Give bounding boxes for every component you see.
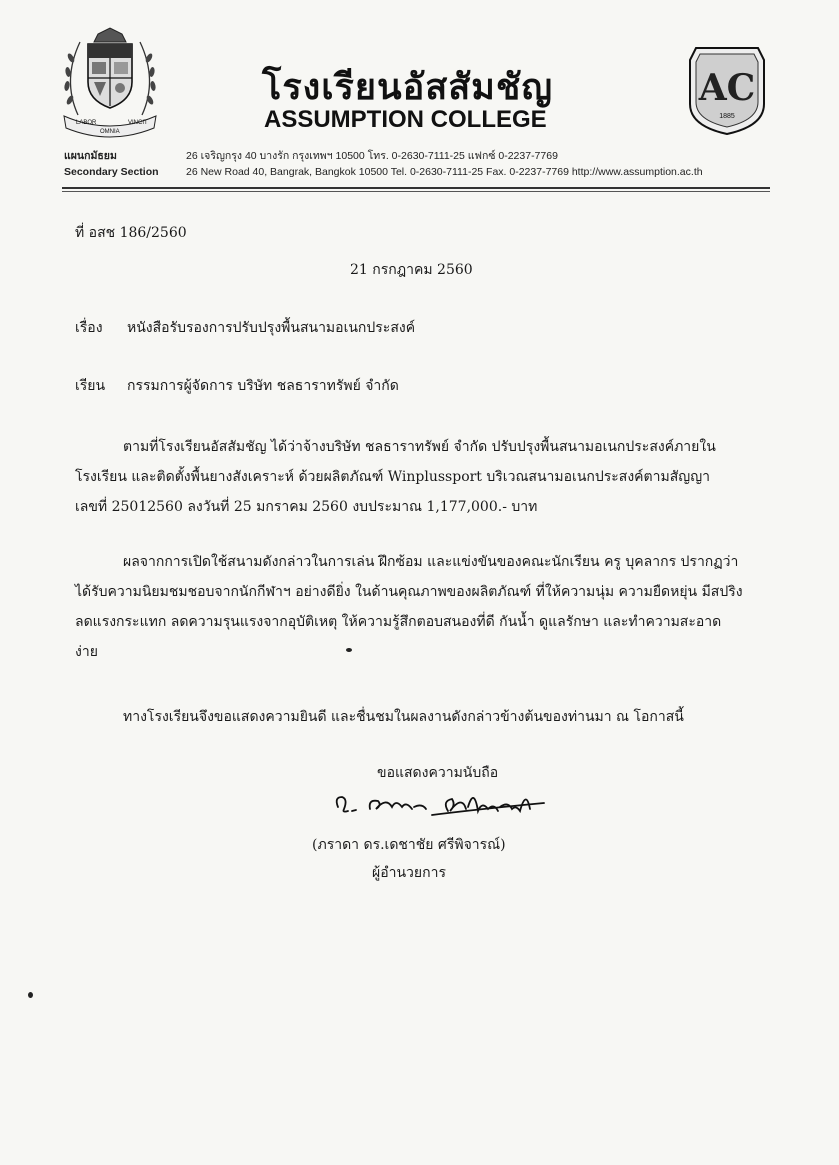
paragraph-3 <box>75 702 755 732</box>
subject-line <box>75 317 415 339</box>
paragraph-1 <box>75 432 755 522</box>
subject-text: หนังสือรับรองการปรับปรุงพื้นสนามอเนกประสงค์ <box>127 320 416 336</box>
section-label-english: Secondary Section <box>64 166 159 178</box>
school-name-thai: โรงเรียนอัสสัมชัญ <box>262 67 553 108</box>
paragraph-2 <box>75 547 755 667</box>
paragraph-1-line-2: โรงเรียน และติดตั้งพื้นยางสังเคราะห์ ด้วยผลิตภัณฑ์ Winplussport บริเวณสนามอเนกประสงค์ตามสัญญา <box>75 469 710 485</box>
crest-motto-center: OMNIA <box>100 129 120 135</box>
recipient-text: กรรมการผู้จัดการ บริษัท ชลธาราทรัพย์ จำกัด <box>127 378 399 394</box>
school-name-english: ASSUMPTION COLLEGE <box>264 106 547 133</box>
paragraph-2-line-4: ง่าย <box>75 644 98 660</box>
signer-name: (ภราดา ดร.เดชาชัย ศรีพิจารณ์) <box>312 837 506 853</box>
paragraph-1-line-1: ตามที่โรงเรียนอัสสัมชัญ ได้ว่าจ้างบริษัท ชลธาราทรัพย์ จำกัด ปรับปรุงพื้นสนามอเนกประสงค์ภายใน <box>123 439 716 455</box>
scan-speck <box>28 992 33 998</box>
address-english: 26 New Road 40, Bangrak, Bangkok 10500 Tel. 0-2630-7111-25 Fax. 0-2237-7769 http://www.assumption.ac.th <box>186 166 703 178</box>
subject-label: เรื่อง <box>75 320 103 336</box>
paragraph-3-line-1: ทางโรงเรียนจึงขอแสดงความยินดี และชื่นชมในผลงานดังกล่าวข้างต้นของท่านมา ณ โอกาสนี้ <box>123 709 684 725</box>
paragraph-2-line-3: ลดแรงกระแทก ลดความรุนแรงจากอุบัติเหตุ ให้ความรู้สึกตอบสนองที่ดี กันน้ำ ดูแลรักษา และทำความสะอาด <box>75 614 722 630</box>
handwritten-signature <box>330 783 560 823</box>
emblem-letters: AC <box>698 67 756 109</box>
document-number: ที่ อสช 186/2560 <box>75 225 187 241</box>
recipient-line <box>75 375 399 397</box>
paragraph-1-line-3: เลขที่ 25012560 ลงวันที่ 25 มกราคม 2560 งบประมาณ 1,177,000.- บาท <box>75 499 538 515</box>
address-english-row <box>64 166 703 178</box>
scan-speck <box>346 648 352 652</box>
closing-text: ขอแสดงความนับถือ <box>377 765 499 781</box>
paragraph-2-line-1: ผลจากการเปิดใช้สนามดังกล่าวในการเล่น ฝึกซ้อม และแข่งขันของคณะนักเรียน ครู บุคลากร ปรากฏว่า <box>123 554 739 570</box>
crest-motto-left: LABOR <box>76 120 97 126</box>
school-emblem-right <box>686 44 768 136</box>
school-crest-left <box>58 20 162 138</box>
recipient-label: เรียน <box>75 378 106 394</box>
address-thai-row <box>64 147 558 164</box>
letter-date: 21 กรกฎาคม 2560 <box>350 262 473 278</box>
emblem-year: 1885 <box>719 113 735 120</box>
section-label-thai: แผนกมัธยม <box>64 150 117 162</box>
crest-motto-right: VINCIT <box>128 120 148 126</box>
paragraph-2-line-2: ได้รับความนิยมชมชอบจากนักกีฬาฯ อย่างดียิ่ง ในด้านคุณภาพของผลิตภัณฑ์ ที่ให้ความนุ่ม ความยืดหยุ่น มีสปริง <box>75 584 743 600</box>
signer-title: ผู้อำนวยการ <box>372 865 446 881</box>
header-divider-thin <box>62 191 770 192</box>
address-thai: 26 เจริญกรุง 40 บางรัก กรุงเทพฯ 10500 โทร. 0-2630-7111-25 แฟกซ์ 0-2237-7769 <box>186 150 558 162</box>
header-divider <box>62 187 770 189</box>
